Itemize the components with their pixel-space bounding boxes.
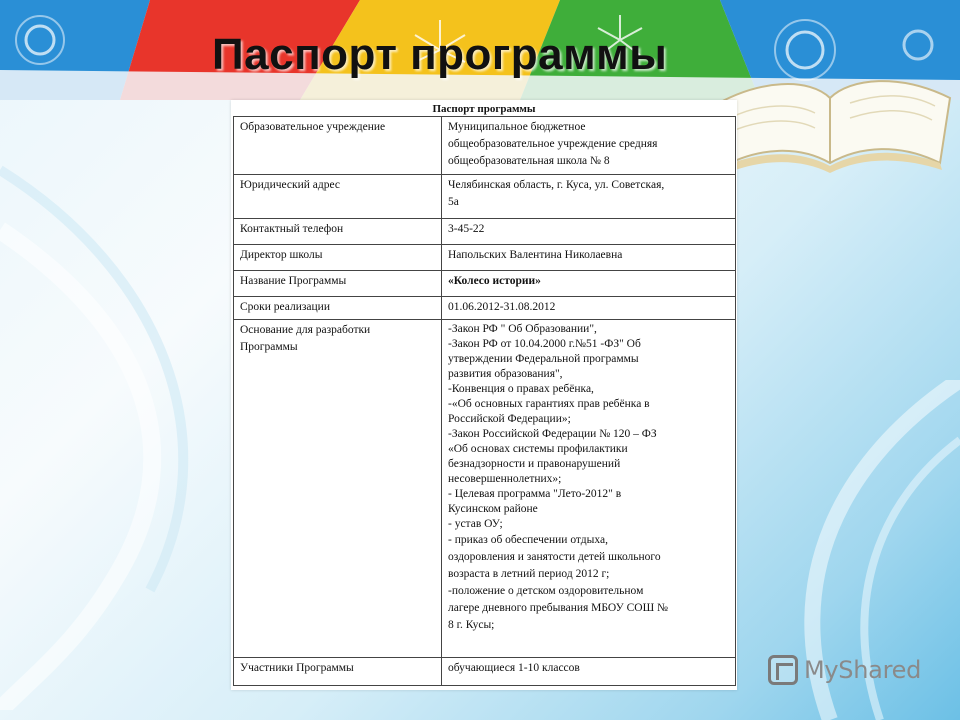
row-value: «Колесо истории» (442, 271, 736, 297)
row-value: обучающиеся 1-10 классов (442, 658, 736, 686)
value-line: общеобразовательная школа № 8 (448, 155, 610, 167)
value-line: «Об основах системы профилактики (448, 443, 628, 455)
row-key: Контактный телефон (234, 219, 442, 245)
value-line: -Закон Российской Федерации № 120 – ФЗ (448, 428, 657, 440)
value-line: -Закон РФ от 10.04.2000 г.№51 -ФЗ" Об (448, 338, 641, 350)
row-value: 01.06.2012-31.08.2012 (442, 297, 736, 320)
value-line: развития образования", (448, 368, 563, 380)
table-row (234, 271, 736, 297)
table-row (234, 175, 736, 219)
passport-document (231, 100, 737, 690)
value-line: -положение о детском оздоровительном (448, 585, 644, 597)
row-key: Сроки реализации (234, 297, 442, 320)
value-line: утверждении Федеральной программы (448, 353, 639, 365)
value-line: -Закон РФ " Об Образовании", (448, 323, 597, 335)
value-line: 5а (448, 196, 459, 208)
row-value (442, 175, 736, 219)
value-line: Российской Федерации»; (448, 413, 571, 425)
value-line: лагере дневного пребывания МБОУ СОШ № (448, 602, 669, 614)
row-key: Образовательное учреждение (234, 117, 442, 175)
slide-title: Паспорт программы (212, 30, 668, 79)
value-line: -«Об основных гарантиях прав ребёнка в (448, 398, 650, 410)
key-line: Программы (240, 341, 298, 353)
key-line: Основание для разработки (240, 324, 371, 336)
value-line: общеобразовательное учреждение средняя (448, 138, 658, 150)
value-line: - приказ об обеспечении отдыха, (448, 534, 608, 546)
watermark-text: MyShared (804, 656, 922, 684)
value-line: -Конвенция о правах ребёнка, (448, 383, 594, 395)
watermark (768, 655, 921, 685)
value-line: Муниципальное бюджетное (448, 121, 586, 133)
value-line: Челябинская область, г. Куса, ул. Советская, (448, 179, 665, 191)
open-book-icon (700, 58, 960, 178)
value-line: несовершеннолетних»; (448, 473, 562, 485)
table-row (234, 658, 736, 686)
row-key: Участники Программы (234, 658, 442, 686)
decorative-swirl (0, 110, 230, 710)
myshared-logo-icon (768, 655, 798, 685)
passport-table (233, 116, 736, 686)
table-row (234, 297, 736, 320)
row-key: Директор школы (234, 245, 442, 271)
row-key: Название Программы (234, 271, 442, 297)
row-key (234, 320, 442, 658)
value-line: 8 г. Кусы; (448, 619, 495, 631)
table-row (234, 245, 736, 271)
row-value (442, 320, 736, 658)
value-line: - Целевая программа "Лето-2012" в (448, 488, 622, 500)
table-row (234, 320, 736, 658)
row-value (442, 117, 736, 175)
value-line: возраста в летний период 2012 г; (448, 568, 610, 580)
value-line: - устав ОУ; (448, 518, 503, 530)
row-value: 3-45-22 (442, 219, 736, 245)
row-value: Напольских Валентина Николаевна (442, 245, 736, 271)
row-key: Юридический адрес (234, 175, 442, 219)
table-row (234, 117, 736, 175)
value-line: Кусинском районе (448, 503, 538, 515)
value-line: оздоровления и занятости детей школьного (448, 551, 661, 563)
value-line: безнадзорности и правонарушений (448, 458, 621, 470)
table-row (234, 219, 736, 245)
document-title: Паспорт программы (432, 103, 536, 115)
